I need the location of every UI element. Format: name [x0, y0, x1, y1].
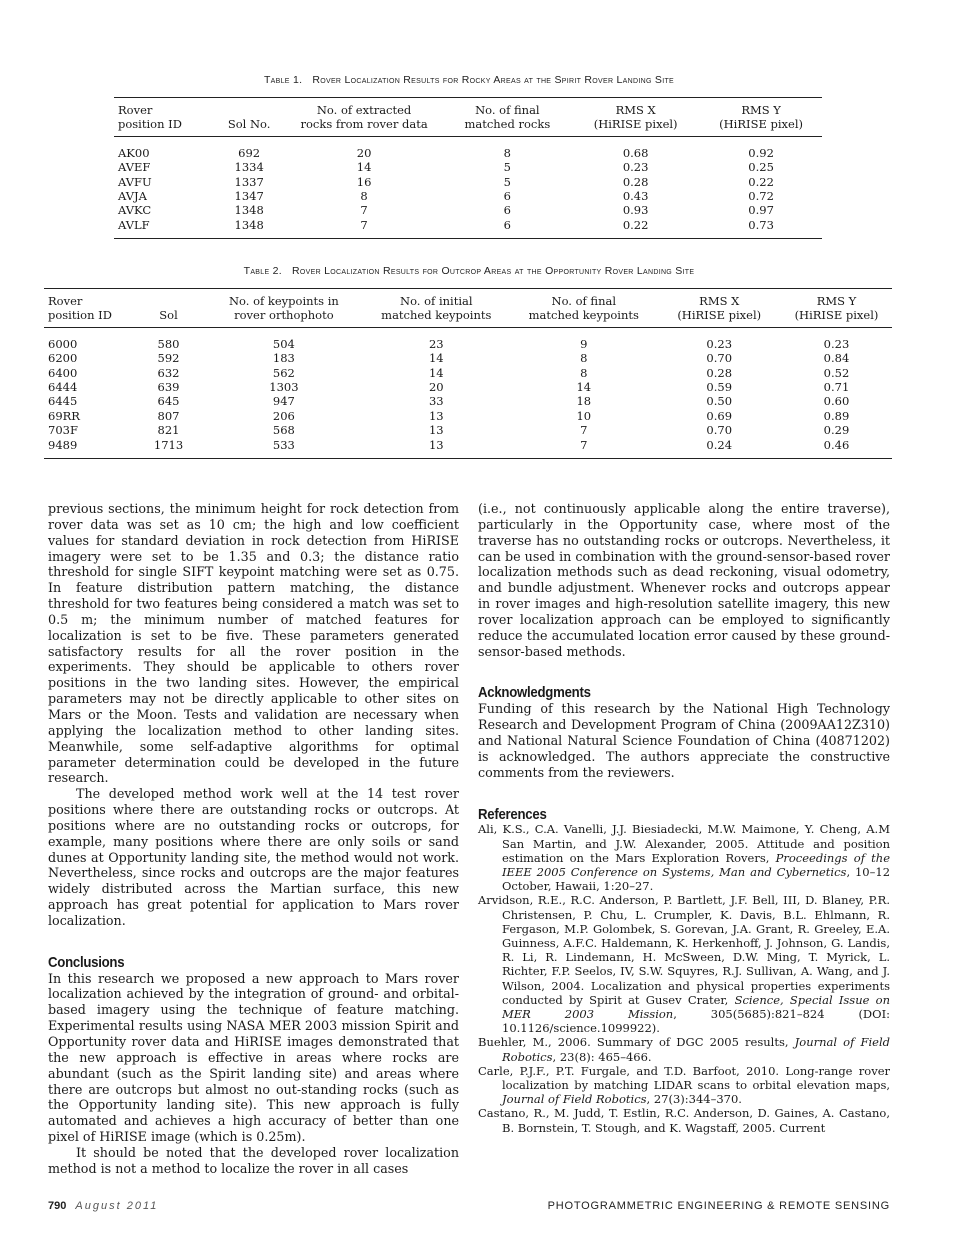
table2-cell: 0.52: [823, 365, 850, 380]
table1-cell: 0.73: [700, 218, 822, 239]
table1-cell: 14: [356, 160, 372, 175]
table1-cell: 7: [285, 218, 444, 239]
table1: [114, 97, 822, 239]
table2-header-cell: No. of initial matched keypoints: [363, 289, 510, 328]
table2-cell: 0.50: [706, 394, 733, 409]
table2-cell: 13: [428, 408, 444, 423]
table1-cell: 6: [503, 189, 511, 204]
table2-cell: 639: [157, 380, 180, 395]
table2-cell: 6000: [48, 336, 78, 351]
table1-cell: 0.28: [622, 174, 649, 189]
table1-cell: 16: [356, 174, 372, 189]
table2-row: [44, 366, 892, 380]
table2-header-cell: Rover position ID: [44, 289, 132, 328]
table2-cell: 0.59: [706, 380, 733, 395]
table2-cell: 0.71: [823, 380, 850, 395]
table1-cell: 0.97: [748, 203, 774, 218]
table2-row: [44, 394, 892, 408]
table1-cell: 5: [503, 174, 511, 189]
table1-cell: 6: [444, 218, 572, 239]
table2-cell: 18: [576, 394, 592, 409]
table2-cell: 14: [428, 365, 444, 380]
page-number: 790: [48, 1200, 67, 1212]
reference-item: Castano, R., M. Judd, T. Estlin, R.C. Anderson, D. Gaines, A. Castano, B. Bornstein, T. Stough, and K. Wagstaff, 2005. Current: [478, 1106, 890, 1135]
table1-cell: 0.23: [622, 160, 649, 175]
table2-cell: 7: [510, 438, 657, 459]
table1-cell: 0.93: [622, 203, 649, 218]
table2-cell: 20: [428, 380, 444, 395]
table1-cell: 0.43: [622, 189, 649, 204]
table2-cell: 9489: [44, 438, 132, 459]
table1-cell: 5: [503, 160, 511, 175]
table2-cell: 33: [428, 394, 444, 409]
table1-header-cell: RMS X (HiRISE pixel): [571, 98, 700, 137]
table2-cell: 69RR: [48, 408, 80, 423]
table2-cell: 0.70: [706, 351, 733, 366]
table2-cell: 0.84: [823, 351, 850, 366]
table2-cell: 9: [580, 336, 588, 351]
body-paragraph: The developed method work well at the 14 test rover positions where there are outstanding rocks or outcrops. At positions where are no outstanding rocks or outcrops, for example, many positions where there are only soils or sand dunes at Opportunity landing site, the method would not work. Nevertheless, since rocks and outcrops are the major features widely distributed across the Martian surface, this new approach has great potential for application to Mars rover localization.: [48, 786, 459, 928]
table2-cell: 6200: [48, 351, 78, 366]
table1-cell: AVEF: [118, 160, 151, 175]
page-footer: [48, 1200, 890, 1212]
table2-cell: 1303: [269, 380, 299, 395]
table1-cell: 6: [503, 203, 511, 218]
table1-cell: 8: [503, 145, 511, 160]
table1-cell: 1348: [214, 218, 285, 239]
table1-row: [114, 175, 822, 189]
table2-cell: 562: [272, 365, 295, 380]
table2-cell: 183: [272, 351, 295, 366]
table2-row: [44, 327, 892, 351]
table2-cell: 0.70: [706, 423, 733, 438]
table1-row: [114, 160, 822, 174]
table2-cell: 13: [428, 423, 444, 438]
body-paragraph: It should be noted that the developed rover localization method is not a method to localize the rover in all cases: [48, 1144, 459, 1176]
table1-cell: 692: [238, 145, 261, 160]
table1-cell: 8: [360, 189, 368, 204]
table2-cell: 6444: [48, 380, 78, 395]
table1-row: [114, 218, 822, 239]
table2-cell: 23: [428, 336, 444, 351]
table1-cell: 0.72: [748, 189, 774, 204]
table1-number: Table 1.: [263, 74, 303, 86]
journal-name: PHOTOGRAMMETRIC ENGINEERING & REMOTE SENSING: [547, 1200, 890, 1212]
table2-cell: 821: [157, 423, 180, 438]
table2-header-cell: Sol: [132, 289, 205, 328]
table2-row: [44, 409, 892, 423]
table2-cell: 14: [576, 380, 592, 395]
table2-header-cell: No. of final matched keypoints: [510, 289, 657, 328]
table2-cell: 533: [205, 438, 362, 459]
table1-cell: 1347: [234, 189, 264, 204]
reference-item: Arvidson, R.E., R.C. Anderson, P. Bartlett, J.F. Bell, III, D. Blaney, P.R. Christensen, P. Chu, L. Crumpler, K. Davis, B.L. Ehlmann, R. Fergason, M.P. Golombek, S. Gorevan, J.A. Grant, R. Greeley, E.A. Guinness, A.F.C. Haldemann, K. Herkenhoff, J. Johnson, G. Landis, R. Li, R. Lindemann, H. McSween, D.W. Ming, T. Myrick, L. Richter, F.P. Seelos, IV, S.W. Squyres, R.J. Sullivan, A. Wang, and J. Wilson, 2004. Localization and physical properties experiments conducted by Spirit at Gusev Crater, Science, Special Issue on MER 2003 Mission, 305(5685):821–824 (DOI: 10.1126/science.1099922).: [478, 893, 890, 1036]
body-paragraph: In this research we proposed a new approach to Mars rover localization achieved by the integration of ground- and orbital-based imagery using the technique of feature matching. Experimental results using NASA MER 2003 mission Spirit and Opportunity rover data and HiRISE images demonstrated that the new approach is effective in areas where rocks are abundant (such as the Spirit landing site) and areas where there are outcrops but almost no out-standing rocks (such as the Opportunity landing site). This new approach is fully automated and achieves a high accuracy of better than one pixel of HiRISE image (which is 0.25m).: [48, 970, 459, 1145]
table1-cell: AVFU: [118, 174, 152, 189]
table1-cell: 7: [360, 203, 368, 218]
reference-item: Buehler, M., 2006. Summary of DGC 2005 results, Journal of Field Robotics, 23(8): 465–466.: [478, 1035, 890, 1064]
table2-header-cell: RMS Y (HiRISE pixel): [781, 289, 892, 328]
table1-cell: AVJA: [118, 189, 147, 204]
table1-row: [114, 189, 822, 203]
table2-cell: 10: [576, 408, 592, 423]
table2-cell: 0.23: [823, 336, 850, 351]
right-column: [478, 501, 890, 1135]
table2-cell: 7: [580, 423, 588, 438]
table2-cell: 0.24: [658, 438, 781, 459]
table1-cell: 1348: [234, 203, 264, 218]
acknowledgments-heading: Acknowledgments: [478, 684, 591, 702]
table1-row: [114, 136, 822, 160]
table1-header-cell: Sol No.: [214, 98, 285, 137]
table1-header-cell: No. of extracted rocks from rover data: [285, 98, 444, 137]
table2-cell: 947: [272, 394, 295, 409]
left-column: [48, 501, 459, 1177]
table2-row: [44, 438, 892, 459]
table2-cell: 6445: [48, 394, 78, 409]
table2-cell: 13: [363, 438, 510, 459]
table1-header-cell: RMS Y (HiRISE pixel): [700, 98, 822, 137]
table2-cell: 568: [272, 423, 295, 438]
table1-cell: AVLF: [114, 218, 214, 239]
table2-cell: 645: [157, 394, 180, 409]
table2-cell: 580: [157, 336, 180, 351]
table2-cell: 0.60: [823, 394, 850, 409]
conclusions-heading: Conclusions: [48, 953, 125, 971]
table1-header-cell: No. of final matched rocks: [444, 98, 572, 137]
table2-cell: 632: [157, 365, 180, 380]
reference-list: [478, 822, 890, 1134]
table2-cell: 8: [580, 365, 588, 380]
body-paragraph: previous sections, the minimum height for rock detection from rover data was set as 10 cm; the high and low coefficient values for standard deviation in rock detection from HiRISE imagery were set to be 1.35 and 0.3; the distance ratio threshold for single SIFT keypoint matching were set as 0.75. In feature distribution pattern matching, the distance threshold for two features being considered a match was set to 0.5 m; the minimum number of matched features for localization is set to be five. These parameters generated satisfactory results for all the rover position in the experiments. They should be applicable to others rover positions in the two landing sites. However, the empirical parameters may not be directly applicable to other sites on Mars or the Moon. Tests and validation are necessary when applying the localization method to other landing sites. Meanwhile, some self-adaptive algorithms for optimal parameter determination could be developed in the future research.: [48, 501, 459, 786]
table1-cell: 0.92: [748, 145, 774, 160]
table2-cell: 504: [272, 336, 295, 351]
table1-cell: AK00: [118, 145, 150, 160]
body-paragraph: (i.e., not continuously applicable along the entire traverse), particularly in the Opportunity case, where most of the traverse has no outstanding rocks or outcrops. Nevertheless, it can be used in combination with the ground-sensor-based rover localization methods such as dead reckoning, visual odometry, and bundle adjustment. Whenever rocks and outcrops appear in rover images and high-resolution satellite imagery, this new rover localization approach can be employed to significantly reduce the accumulated location error caused by these ground-sensor-based methods.: [478, 501, 890, 659]
table2-cell: 6400: [48, 365, 78, 380]
table2-header-cell: No. of keypoints in rover orthophoto: [205, 289, 362, 328]
table1-cell: 0.22: [748, 174, 774, 189]
table2-cell: 206: [272, 408, 295, 423]
table2-header-cell: RMS X (HiRISE pixel): [658, 289, 781, 328]
table2-cell: 592: [157, 351, 180, 366]
table2-cell: 0.23: [706, 336, 733, 351]
acknowledgments-text: Funding of this research by the National High Technology Research and Development Program of China (2009AA12Z310) and National Natural Science Foundation of China (40871202) is acknowledged. The authors appreciate the constructive comments from the reviewers.: [478, 701, 890, 780]
table1-cell: 0.22: [571, 218, 700, 239]
table1-cell: 0.25: [748, 160, 774, 175]
table2-cell: 807: [157, 408, 180, 423]
table2-header-row: [44, 289, 892, 328]
table2-row: [44, 380, 892, 394]
table2-cell: 1713: [132, 438, 205, 459]
table2-row: [44, 351, 892, 365]
table2-row: [44, 423, 892, 437]
table2-cell: 0.69: [706, 408, 733, 423]
table1-caption: [118, 74, 820, 86]
table2-cell: 0.28: [706, 365, 733, 380]
table2-title: Rover Localization Results for Outcrop Areas at the Opportunity Rover Landing Site: [292, 265, 695, 277]
reference-item: Carle, P.J.F., P.T. Furgale, and T.D. Barfoot, 2010. Long-range rover localization by matching LIDAR scans to orbital elevation maps, Journal of Field Robotics, 27(3):344–370.: [478, 1063, 890, 1107]
table2-cell: 0.29: [823, 423, 850, 438]
table2-cell: 8: [580, 351, 588, 366]
table1-row: [114, 203, 822, 217]
table1-cell: 1337: [234, 174, 264, 189]
table1-cell: AVKC: [118, 203, 152, 218]
table1-cell: 0.68: [622, 145, 649, 160]
table2-caption: [48, 265, 890, 277]
table1-header-row: [114, 98, 822, 137]
issue-date: August 2011: [75, 1200, 159, 1212]
table2-number: Table 2.: [243, 265, 283, 277]
table2: [44, 288, 892, 459]
table2-cell: 0.46: [781, 438, 892, 459]
table2-cell: 0.89: [823, 408, 850, 423]
reference-item: Ali, K.S., C.A. Vanelli, J.J. Biesiadecki, M.W. Maimone, Y. Cheng, A.M San Martin, and J.W. Alexander, 2005. Attitude and position estimation on the Mars Exploration Rovers, Proceedings of the IEEE 2005 Conference on Systems, Man and Cybernetics, 10–12 October, Hawaii, 1:20–27.: [478, 822, 891, 894]
table2-cell: 703F: [48, 423, 78, 438]
references-heading: References: [478, 805, 547, 823]
table2-cell: 14: [428, 351, 444, 366]
table1-title: Rover Localization Results for Rocky Areas at the Spirit Rover Landing Site: [312, 74, 675, 86]
table1-cell: 20: [356, 145, 372, 160]
table1-cell: 1334: [234, 160, 264, 175]
table1-header-cell: Rover position ID: [114, 98, 214, 137]
